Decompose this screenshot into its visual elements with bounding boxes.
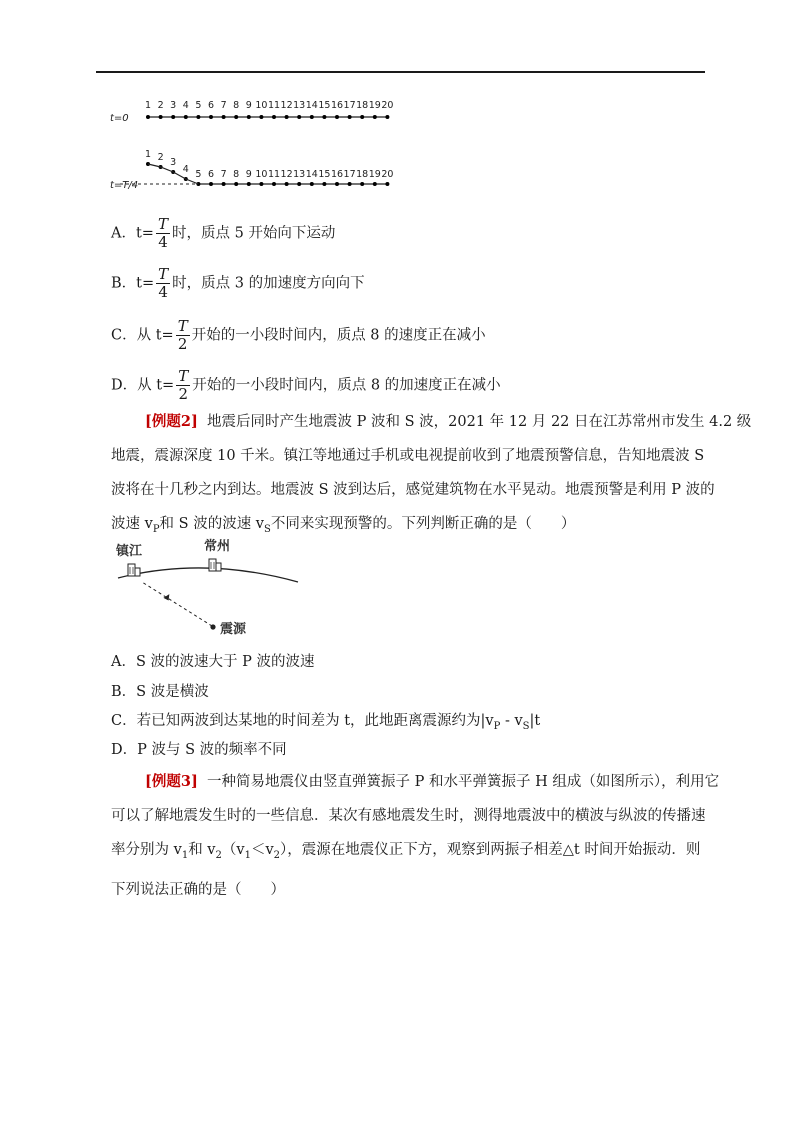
row1-particle-number: 1: [144, 100, 152, 111]
row1-particle: [385, 115, 389, 119]
row1-particle-number: 10: [255, 100, 268, 111]
row2-particle: [259, 182, 263, 186]
row1-particle: [196, 115, 200, 119]
row1-particle: [171, 115, 175, 119]
row2-particle-number: 15: [318, 169, 331, 180]
row1-particle: [285, 115, 289, 119]
row1-particle-number: 16: [330, 100, 344, 111]
row1-particle: [348, 115, 352, 119]
row2-particle: [360, 182, 364, 186]
row2-particle-number: 2: [157, 152, 164, 163]
row1-particle: [297, 115, 301, 119]
q1-option-a: A．t= $\frac{T}{4}$ 时，质点 5 开始向下运动: [111, 215, 336, 251]
row2-particle: [209, 182, 213, 186]
row2-particle: [322, 182, 326, 186]
row2-particle-number: 1: [144, 149, 152, 160]
q1-option-d: D．从 t= $\frac{T}{2}$ 开始的一小段时间内，质点 8 的加速度正在减小: [111, 367, 501, 403]
label-zhenjiang: 镇江: [116, 544, 143, 559]
row2-particle-number: 9: [245, 169, 252, 180]
row1-particle-number: 20: [381, 100, 394, 111]
row2-particle: [285, 182, 289, 186]
row1-particle: [247, 115, 251, 119]
building-zhenjiang-icon: [128, 564, 140, 576]
arrow-icon: [163, 594, 172, 602]
wave-path: [142, 582, 212, 626]
row2-particle-number: 18: [356, 169, 369, 180]
row1-particle: [310, 115, 314, 119]
row1-particle: [159, 115, 163, 119]
row2-particle-number: 5: [195, 169, 202, 180]
label-changzhou: 常州: [204, 539, 231, 554]
row1-particle-number: 4: [182, 100, 189, 111]
row2-particle: [335, 182, 339, 186]
row1-particle-number: 18: [356, 100, 369, 111]
row1-particle: [222, 115, 226, 119]
row1-particle: [360, 115, 364, 119]
row2-particle-number: 4: [182, 164, 189, 175]
row1-particle-number: 3: [170, 100, 177, 111]
row2-particle-number: 11: [267, 169, 281, 180]
example2-tag: [例题2]: [145, 413, 198, 430]
row2-particle: [234, 182, 238, 186]
epicenter-dot: [210, 624, 215, 629]
row1-particle: [272, 115, 276, 119]
row2-particle: [348, 182, 352, 186]
row2-particle-number: 20: [381, 169, 394, 180]
row2-particle: [222, 182, 226, 186]
example3-tag: [例题3]: [145, 773, 198, 790]
header-rule: [96, 71, 705, 73]
row1-particle-number: 19: [368, 100, 381, 111]
row2-time-label: t=T/4: [110, 180, 139, 191]
q2-option-c: C．若已知两波到达某地的时间差为 t，此地距离震源约为$|v_P - v_S|t$: [111, 713, 541, 732]
earthquake-diagram: [112, 534, 312, 644]
row2-particle: [373, 182, 377, 186]
row2-particle: [247, 182, 251, 186]
row1-particle-number: 13: [293, 100, 306, 111]
row2-particle-number: 16: [330, 169, 344, 180]
row1-particle-number: 11: [267, 100, 281, 111]
row1-particle: [234, 115, 238, 119]
row1-particle: [209, 115, 213, 119]
row1-particle: [373, 115, 377, 119]
row1-particle: [146, 115, 150, 119]
row2-particle: [272, 182, 276, 186]
row2-particle-number: 19: [368, 169, 381, 180]
ground-surface: [118, 568, 298, 582]
row2-particle: [310, 182, 314, 186]
row1-particle-number: 6: [207, 100, 215, 111]
row1-particle: [184, 115, 188, 119]
row2-particle-number: 12: [280, 169, 293, 180]
row2-particle-number: 8: [233, 169, 240, 180]
row2-particle-number: 3: [170, 157, 177, 168]
q1-option-b: B．t= $\frac{T}{4}$ 时，质点 3 的加速度方向向下: [111, 265, 365, 301]
wave-diagram: [108, 92, 408, 192]
q2-option-d: D．P 波与 S 波的频率不同: [111, 742, 287, 758]
row2-particle-number: 7: [220, 169, 227, 180]
row2-particle-number: 13: [293, 169, 306, 180]
row1-particle: [322, 115, 326, 119]
q2-option-a: A．S 波的波速大于 P 波的波速: [111, 654, 315, 670]
building-changzhou-icon: [209, 559, 221, 571]
row1-particle-number: 17: [343, 100, 356, 111]
row1-particle-number: 2: [157, 100, 164, 111]
row1-time-label: t=0: [110, 113, 129, 124]
row1-particle-number: 5: [195, 100, 202, 111]
label-source: 震源: [220, 622, 247, 637]
row1-particle-number: 14: [305, 100, 318, 111]
row1-particle-number: 7: [220, 100, 227, 111]
q2-option-b: B．S 波是横波: [111, 684, 209, 700]
row1-particle-number: 12: [280, 100, 293, 111]
row2-particle: [385, 182, 389, 186]
row1-particle: [335, 115, 339, 119]
example2-text: [例题2] 地震后同时产生地震波 P 波和 S 波，2021 年 12 月 22 日在江苏常州市发生 4.2 级 地震，震源深度 10 千米。镇江等地通过手机或电视提前收到了地震预警信息，告知地震波 S 波将在十几秒之内到达。地震波 S 波到达后，感觉建筑物在水平晃动。地震预警是利用 P 波的 波速 $v_P$和 S 波的波速 $v_S$不同来实现预警的。下列判断正确的是（ ）: [111, 413, 752, 535]
row1-particle-number: 9: [245, 100, 252, 111]
row1-particle-number: 15: [318, 100, 331, 111]
row2-particle-number: 14: [305, 169, 318, 180]
row2-particle-number: 17: [343, 169, 356, 180]
row1-particle-number: 8: [233, 100, 240, 111]
row1-particle: [259, 115, 263, 119]
row2-particle: [297, 182, 301, 186]
q1-option-c: C．从 t= $\frac{T}{2}$ 开始的一小段时间内，质点 8 的速度正在减小: [111, 317, 486, 353]
example3-text: [例题3] 一种简易地震仪由竖直弹簧振子 P 和水平弹簧振子 H 组成（如图所示），利用它 可以了解地震发生时的一些信息．某次有感地震发生时，测得地震波中的横波与纵波的传播速 率分别为 $v_1$和 $v_2(v_1<v_2)$，震源在地震仪正下方，观察到两振子相差△t 时间开始振动．则 下列说法正确的是（ ）: [111, 773, 720, 898]
row2-particle-number: 10: [255, 169, 268, 180]
row2-particle-number: 6: [207, 169, 215, 180]
